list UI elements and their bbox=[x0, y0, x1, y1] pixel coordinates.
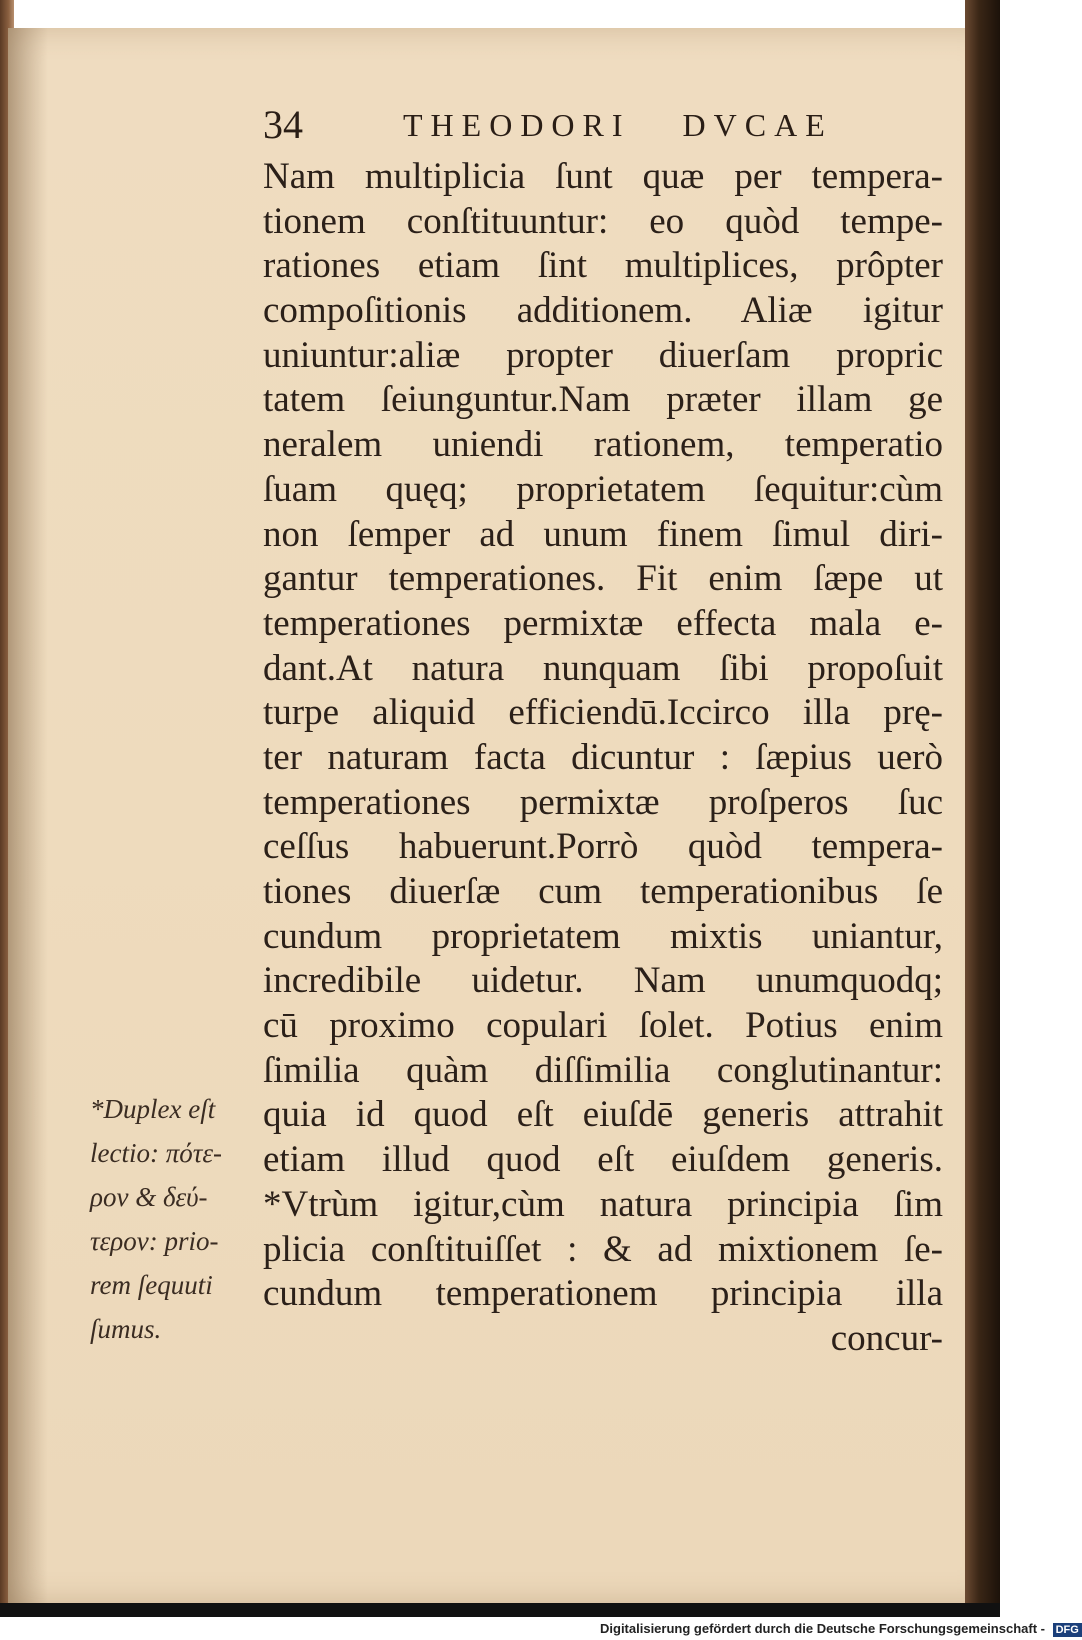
funding-credit-text: Digitalisierung gefördert durch die Deutsche Forschungsgemeinschaft - bbox=[600, 1621, 1045, 1636]
text-line: quia id quod eſt eiuſdē generis attrahit bbox=[263, 1094, 943, 1136]
page-number: 34 bbox=[263, 102, 303, 147]
dfg-logo: DFG bbox=[1053, 1623, 1082, 1637]
text-line: turpe aliquid efficiendū.Iccirco illa prę- bbox=[263, 692, 943, 734]
catchword: concur- bbox=[830, 1317, 943, 1359]
marginal-line: ρον & δεύ- bbox=[90, 1182, 208, 1212]
marginal-line: τερον: prio- bbox=[90, 1226, 219, 1256]
text-line: uniuntur:aliæ propter diuerſam propric bbox=[263, 334, 943, 376]
text-line: cundum temperationem principia illa bbox=[263, 1273, 943, 1315]
text-line: ſimilia quàm diſſimilia conglutinantur: bbox=[263, 1049, 943, 1091]
text-line: neralem uniendi rationem, temperatio bbox=[263, 424, 943, 466]
running-head bbox=[263, 100, 913, 150]
text-line: dant.At natura nunquam ſibi propoſuit bbox=[263, 647, 943, 689]
text-line: tatem ſeiunguntur.Nam præter illam ge bbox=[263, 379, 943, 421]
text-line: cundum proprietatem mixtis uniantur, bbox=[263, 915, 943, 957]
funding-credit bbox=[600, 1620, 1082, 1638]
text-line: plicia conſtituiſſet : & ad mixtionem ſe- bbox=[263, 1228, 943, 1270]
text-line: ſuam quęq; proprietatem ſequitur:cùm bbox=[263, 468, 943, 510]
marginal-note bbox=[90, 1087, 255, 1351]
text-line: etiam illud quod eſt eiuſdem generis. bbox=[263, 1139, 943, 1181]
main-text-block bbox=[263, 155, 943, 1362]
text-line: ter naturam facta dicuntur : ſæpius uerò bbox=[263, 736, 943, 778]
text-line: incredibile uidetur. Nam unumquodq; bbox=[263, 960, 943, 1002]
text-line: compoſitionis additionem. Aliæ igitur bbox=[263, 290, 943, 332]
gutter-shadow bbox=[8, 28, 48, 1603]
text-line: tionem conſtituuntur: eo quòd tempe- bbox=[263, 200, 943, 242]
text-line: Nam multiplicia ſunt quæ per tempera- bbox=[263, 156, 943, 197]
text-line: *Vtrùm igitur,cùm natura principia ſim bbox=[263, 1183, 943, 1225]
marginal-line: rem ſequuti bbox=[90, 1270, 213, 1300]
text-line: ceſſus habuerunt.Porrò quòd tempera- bbox=[263, 826, 943, 868]
book-edge bbox=[965, 0, 1000, 1610]
text-line: tiones diuerſæ cum temperationibus ſe bbox=[263, 871, 943, 912]
bottom-edge bbox=[0, 1603, 1000, 1617]
text-line: temperationes permixtæ proſperos ſuc bbox=[263, 781, 943, 823]
marginal-line: ſumus. bbox=[90, 1314, 162, 1344]
text-line: non ſemper ad unum finem ſimul diri- bbox=[263, 513, 943, 555]
text-line: cū proximo copulari ſolet. Potius enim bbox=[263, 1005, 943, 1047]
text-line: temperationes permixtæ effecta mala e- bbox=[263, 602, 943, 644]
running-title: THEODORI DVCAE bbox=[403, 107, 833, 143]
text-line: gantur temperationes. Fit enim ſæpe ut bbox=[263, 558, 943, 600]
marginal-line: lectio: πότε- bbox=[90, 1138, 223, 1168]
text-line: rationes etiam ſint multiplices, prôpter bbox=[263, 245, 943, 287]
marginal-line: *Duplex eſt bbox=[90, 1094, 216, 1124]
